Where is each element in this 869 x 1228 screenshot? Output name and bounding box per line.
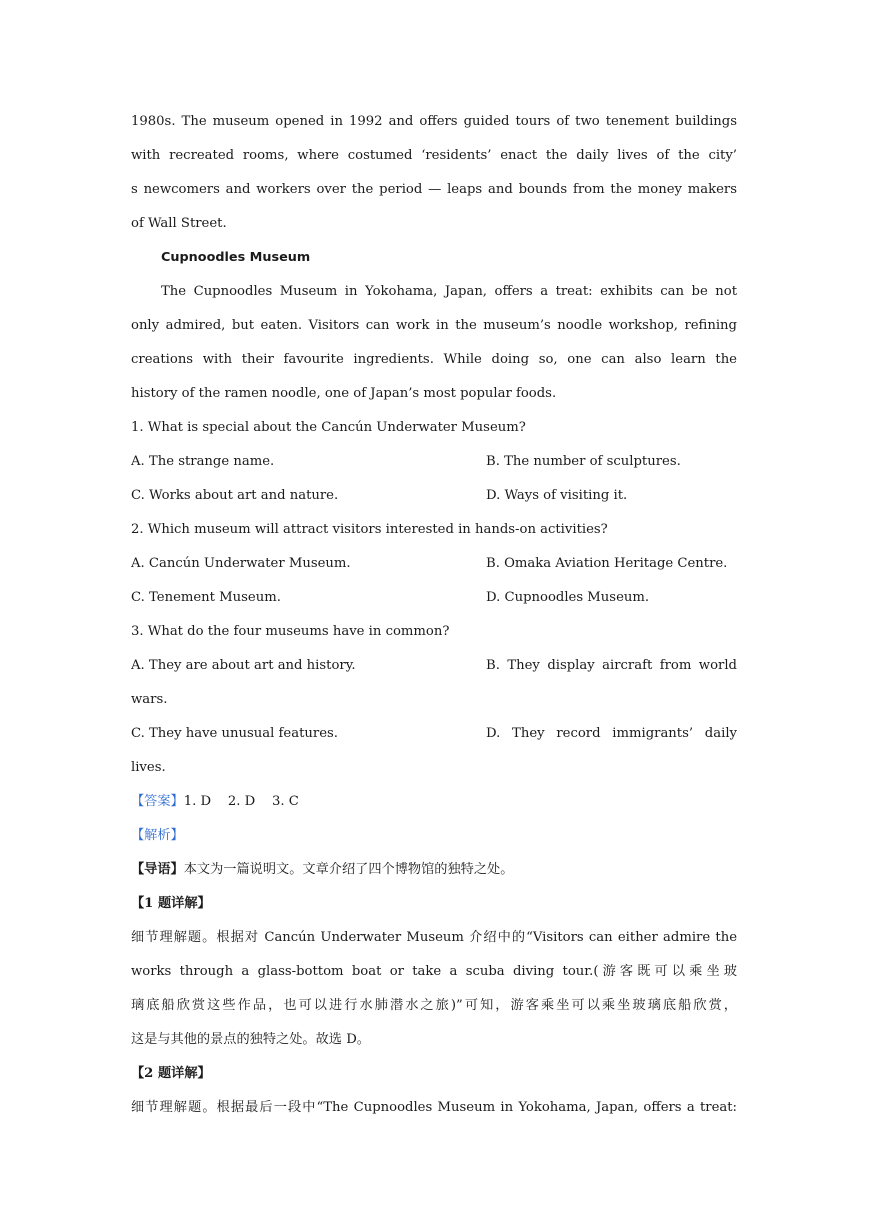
- question-stem: 3. What do the four museums have in common?: [131, 624, 450, 639]
- passage-line: with recreated rooms, where costumed ‘residents’ enact the daily lives of the city’: [131, 148, 737, 163]
- option-row: [131, 547, 737, 581]
- option-row: [131, 717, 737, 751]
- option-row: [131, 479, 737, 513]
- page-content: [131, 105, 737, 1125]
- section-line: The Cupnoodles Museum in Yokohama, Japan, offers a treat: exhibits can be not: [161, 284, 737, 299]
- option-b: B. Omaka Aviation Heritage Centre.: [486, 556, 728, 571]
- option-b: B. The number of sculptures.: [486, 454, 681, 469]
- detail-line: 这是与其他的景点的独特之处。故选 D。: [131, 1032, 370, 1047]
- option-a: A. They are about art and history.: [131, 658, 356, 673]
- question-stem: 2. Which museum will attract visitors interested in hands-on activities?: [131, 522, 608, 537]
- option-row: [131, 581, 737, 615]
- answer-line: [131, 785, 737, 819]
- passage-line: 1980s. The museum opened in 1992 and offers guided tours of two tenement buildings: [131, 114, 737, 129]
- passage-line: s newcomers and workers over the period — leaps and bounds from the money makers: [131, 182, 737, 197]
- option-row: [131, 649, 737, 683]
- option-c: C. They have unusual features.: [131, 726, 338, 741]
- detail-2-label: 【2 题详解】: [131, 1066, 211, 1081]
- option-a: A. The strange name.: [131, 454, 275, 469]
- option-d: D. Cupnoodles Museum.: [486, 590, 650, 605]
- intro-text: 本文为一篇说明文。文章介绍了四个博物馆的独特之处。: [183, 862, 514, 877]
- option-b: B. They display aircraft from world: [486, 658, 737, 673]
- question-stem: 1. What is special about the Cancún Underwater Museum?: [131, 420, 526, 435]
- option-a: A. Cancún Underwater Museum.: [131, 556, 351, 571]
- detail-line: 璃底船欣赏这些作品，也可以进行水肺潜水之旅)”可知，游客乘坐可以乘坐玻璃底船欣赏，: [131, 998, 737, 1013]
- option-d-continued: lives.: [131, 760, 166, 775]
- section-line: creations with their favourite ingredients. While doing so, one can also learn the: [131, 352, 737, 367]
- detail-line: 细节理解题。根据最后一段中“The Cupnoodles Museum in Yokohama, Japan, offers a treat:: [131, 1100, 737, 1115]
- detail-line: works through a glass-bottom boat or take a scuba diving tour.(游客既可以乘坐玻: [131, 964, 737, 979]
- detail-1-label: 【1 题详解】: [131, 896, 211, 911]
- option-c: C. Tenement Museum.: [131, 590, 281, 605]
- intro-line: [131, 853, 737, 887]
- answer-text: 1. D 2. D 3. C: [183, 794, 299, 809]
- option-d: D. Ways of visiting it.: [486, 488, 628, 503]
- passage-line: of Wall Street.: [131, 216, 227, 231]
- section-line: history of the ramen noodle, one of Japan’s most popular foods.: [131, 386, 557, 401]
- option-c: C. Works about art and nature.: [131, 488, 339, 503]
- section-line: only admired, but eaten. Visitors can work in the museum’s noodle workshop, refining: [131, 318, 737, 333]
- option-d: D. They record immigrants’ daily: [486, 726, 737, 741]
- option-row: [131, 445, 737, 479]
- intro-label: 【导语】: [131, 862, 184, 877]
- answer-label: 【答案】: [131, 794, 184, 809]
- option-b-continued: wars.: [131, 692, 168, 707]
- analysis-label: 【解析】: [131, 828, 184, 843]
- section-heading: Cupnoodles Museum: [161, 250, 311, 265]
- detail-line: 细节理解题。根据对 Cancún Underwater Museum 介绍中的“Visitors can either admire the: [131, 930, 737, 945]
